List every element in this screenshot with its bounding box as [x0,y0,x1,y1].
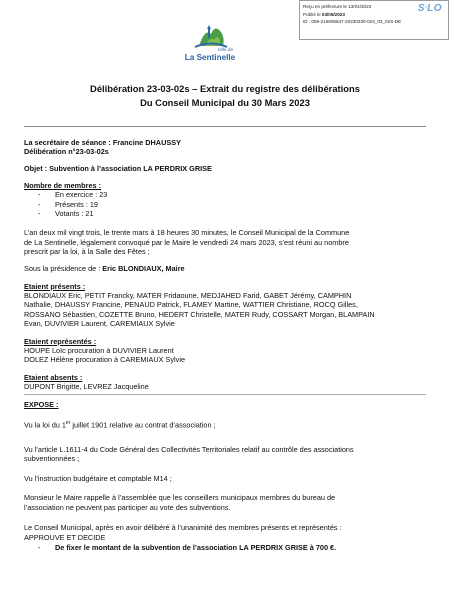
presidence-line [24,264,426,273]
presidence-prefix: Sous la présidence de : [24,264,103,273]
presents-line: ROSSANO Sébastien, COZETTE Bruno, HEDERT Christelle, MATER Rudy, COSSART Morgan, BLAMPAIN [24,310,375,319]
expose-heading: EXPOSE : [24,400,59,409]
expose-rappel: l’association ne peuvent pas participer au vote des subventions. [24,503,231,512]
members-item: - Votants : 21 [38,209,94,218]
document-title-line1: Délibération 23-03-02s – Extrait du registre des délibérations [90,83,360,94]
presents-heading: Etaient présents : [24,282,86,291]
presents-line: BLONDIAUX Eric, PETIT Francky, MATER Fridaoune, MEDJAHED Farid, GABET Jérémy, CAMPHIN [24,291,352,300]
expose-article: subventionnées ; [24,454,80,463]
logo-name: La Sentinelle [184,53,236,62]
absents-line: DUPONT Brigitte, LEVREZ Jacqueline [24,382,149,391]
expose-instruction: Vu l’instruction budgétaire et comptable M14 ; [24,474,172,483]
absents-heading: Etaient absents : [24,373,83,382]
represented-line: DOLEZ Hélène procuration à CAREMIAUX Sylvie [24,355,185,364]
expose-rappel: Monsieur le Maire rappelle à l’assemblée que les conseillers municipaux membres du bureau de [24,493,336,502]
intro-line: de La Sentinelle, légalement convoqué par le Maire le vendredi 24 mars 2023, s’est réuni au nombre [24,238,349,247]
prefecture-stamp [299,0,449,40]
members-item: - Présents : 19 [38,200,98,209]
town-logo-icon [181,20,239,50]
stamp-id: ID : 059-215905647-20230330-023_03_02S-DE [303,19,402,25]
presidence-name: Eric BLONDIAUX, Maire [102,264,185,273]
stamp-received: Reçu en préfecture le 13/04/2023 [303,4,372,9]
stamp-published-label: Publié le [303,11,322,17]
secretary-line: La secrétaire de séance : Francine DHAUSSY [24,138,181,147]
slo-logo: $S^{^2}LO$ [417,3,442,14]
presents-line: Evan, DUVIVIER Laurent, CAREMIAUX Sylvie [24,319,175,328]
expose-approuve: APPROUVE ET DECIDE [24,533,106,542]
expose-loi: Vu la loi du 1er juillet 1901 relative au contrat d’association ; [24,420,216,430]
stamp-published-date: 03/05/2023 [321,11,345,17]
members-heading: Nombre de membres : [24,181,102,190]
expose-conseil: Le Conseil Municipal, après en avoir délibéré à l’unanimité des membres présents et représentés : [24,523,342,532]
title-divider [24,126,426,127]
decision-item: - De fixer le montant de la subvention de l’association LA PERDRIX GRISE à 700 €. [38,543,337,552]
members-item: - En exercice : 23 [38,190,108,199]
deliberation-number: Délibération n°23-03-02s [24,147,109,156]
logo-ville: Ville de [217,48,233,53]
section-divider [24,394,426,395]
intro-line: L’an deux mil vingt trois, le trente mars à 18 heures 30 minutes, le Conseil Municipal de la Commune [24,228,350,237]
objet-line: Objet : Subvention à l’association LA PERDRIX GRISE [24,164,212,173]
town-logo [181,20,239,72]
presents-line: Nathalie, DHAUSSY Francine, PENAUD Patrick, FLAMEY Martine, WATTIER Christiane, ROCQ Gilles, [24,300,358,309]
represented-heading: Etaient représentés : [24,337,97,346]
intro-line: prescrit par la loi, à la Salle des Fêtes ; [24,247,150,256]
document-title-line2: Du Conseil Municipal du 30 Mars 2023 [140,97,310,108]
expose-article: Vu l’article L.1611-4 du Code Général des Collectivités Territoriales relatif au contrôle des associations [24,445,354,454]
represented-line: HOUPE Loïc procuration à DUVIVIER Laurent [24,346,174,355]
